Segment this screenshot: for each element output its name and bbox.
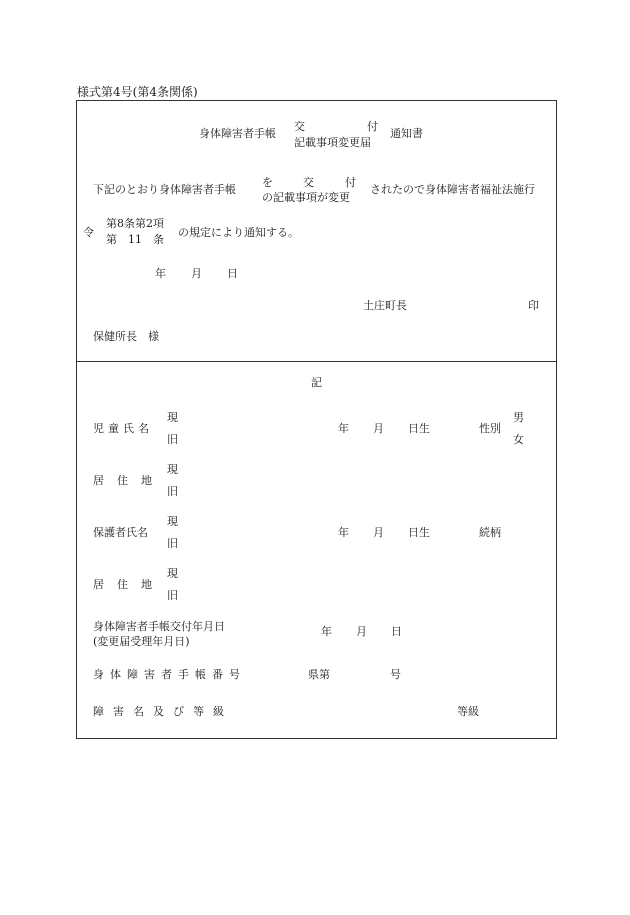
notice-article-choice-2: 第 11 条 — [106, 233, 164, 246]
child-address-current-mark: 現 — [167, 463, 178, 476]
section-divider — [76, 361, 557, 362]
notice-body-prefix: 下記のとおり身体障害者手帳 — [93, 183, 236, 196]
notice-body-choice-fu: 付 — [345, 176, 356, 189]
child-name-former-mark: 旧 — [167, 433, 178, 446]
relation-label: 続柄 — [479, 526, 501, 539]
guardian-name-former-mark: 旧 — [167, 537, 178, 550]
notice-date-day: 日 — [227, 267, 238, 280]
guardian-address-former-mark: 旧 — [167, 589, 178, 602]
guardian-name-current-mark: 現 — [167, 515, 178, 528]
notice-article-choice-1: 第8条第2項 — [106, 217, 164, 230]
issue-date-label: 身体障害者手帳交付年月日 — [93, 620, 225, 633]
guardian-name-label: 保護者氏名 — [93, 526, 148, 539]
notice-title-choice-change: 記載事項変更届 — [294, 136, 371, 149]
guardian-address-current-mark: 現 — [167, 567, 178, 580]
guardian-birth-year: 年 — [338, 526, 349, 539]
sex-label: 性別 — [479, 422, 501, 435]
notice-line2-prefix: 令 — [83, 226, 94, 239]
notice-title-choice-issue-1: 交 — [294, 120, 305, 133]
child-name-label: 児童氏名 — [93, 422, 153, 435]
notice-body-choice-ko: 交 — [303, 176, 314, 189]
issue-year: 年 — [321, 625, 332, 638]
sex-female: 女 — [513, 433, 524, 446]
change-date-label: (変更届受理年月日) — [93, 635, 190, 648]
issue-day: 日 — [391, 625, 402, 638]
number-suffix: 号 — [390, 668, 401, 681]
record-heading: 記 — [311, 376, 322, 389]
disability-label: 障害名及び等級 — [93, 705, 233, 718]
child-birth-month: 月 — [373, 422, 384, 435]
child-birth-year: 年 — [338, 422, 349, 435]
seal-mark: 印 — [528, 299, 539, 312]
notice-date-year: 年 — [155, 267, 166, 280]
handbook-number-label: 身体障害者手帳番号 — [93, 668, 246, 681]
notice-title-left: 身体障害者手帳 — [199, 127, 276, 140]
notice-body-suffix: されたので身体障害者福祉法施行 — [370, 183, 535, 196]
issue-month: 月 — [356, 625, 367, 638]
notice-body-choice-wo: を — [262, 176, 273, 189]
notice-title-choice-issue-2: 付 — [367, 120, 378, 133]
notice-title-right: 通知書 — [390, 127, 423, 140]
child-name-current-mark: 現 — [167, 411, 178, 424]
notice-date-month: 月 — [191, 267, 202, 280]
child-birth-day: 日生 — [408, 422, 430, 435]
child-address-former-mark: 旧 — [167, 485, 178, 498]
child-address-label: 居住地 — [93, 474, 165, 487]
notice-body-choice-change: の記載事項が変更 — [262, 191, 350, 204]
prefecture-number-prefix: 県第 — [308, 668, 330, 681]
recipient: 保健所長 様 — [93, 330, 159, 343]
form-number-label: 様式第4号(第4条関係) — [77, 85, 198, 99]
sex-male: 男 — [513, 411, 524, 424]
notice-line2-suffix: の規定により通知する。 — [178, 226, 299, 239]
issuer-name: 土庄町長 — [363, 299, 407, 312]
guardian-birth-month: 月 — [373, 526, 384, 539]
guardian-address-label: 居住地 — [93, 578, 165, 591]
grade-label: 等級 — [457, 705, 479, 718]
guardian-birth-day: 日生 — [408, 526, 430, 539]
